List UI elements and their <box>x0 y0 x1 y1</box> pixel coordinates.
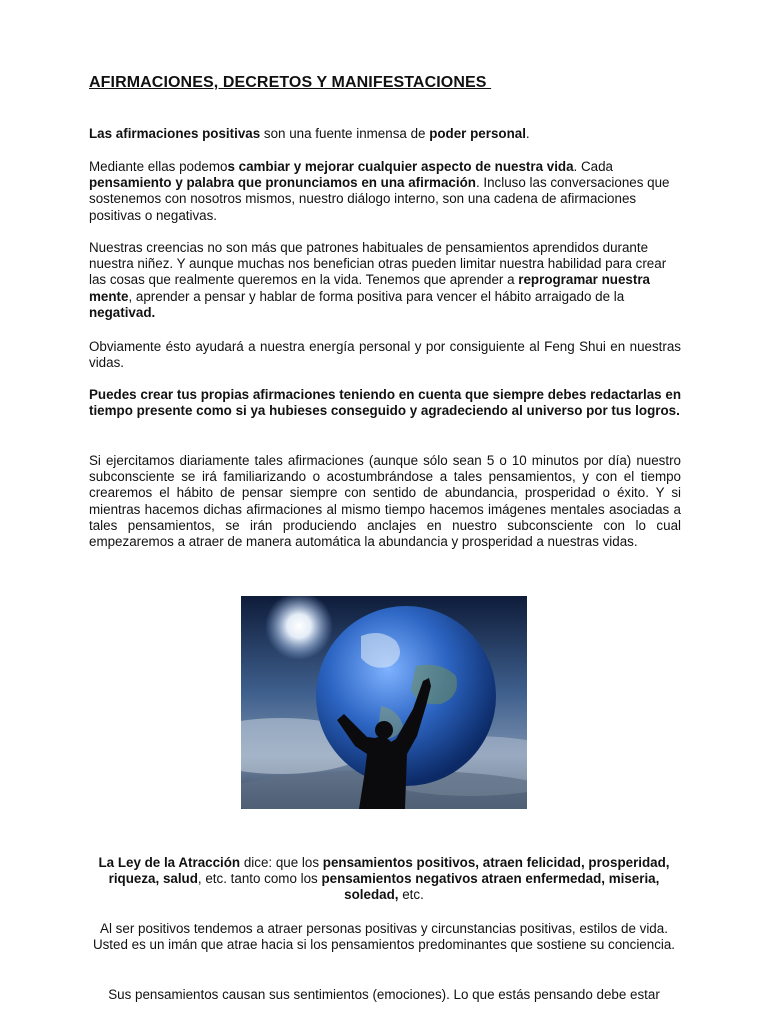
body-text: Mediante ellas podemo <box>89 159 228 174</box>
bold-text: negativad. <box>89 304 156 320</box>
silhouette-head <box>375 721 393 739</box>
bold-text: Las afirmaciones positivas <box>89 126 261 141</box>
paragraph-pensamientos: Sus pensamientos causan sus sentimientos (emociones). Lo que estás pensando debe estar <box>108 987 660 1002</box>
paragraph-ejercitamos: Si ejercitamos diariamente tales afirmaciones (aunque sólo sean 5 o 10 minutos por día) nuestro subconsciente se irá familiarizando o acostumbrándose a tales pensamientos, y con el tiempo crearemos el hábito de pensar siempre con sentido de abundancia, prosperidad o éxito. Y si mientras hacemos dichas afirmaciones al mismo tiempo hacemos imágenes mentales asociadas a tales pensamientos, se irán produciendo anclajes en nuestro subconsciente con lo cual empezaremos a atraer de manera automática la abundancia y prosperidad a nuestras vidas. <box>89 453 681 550</box>
body-text: . Cada <box>573 159 613 174</box>
page-title: AFIRMACIONES, DECRETOS Y MANIFESTACIONES <box>89 74 492 91</box>
bold-text: s cambiar y mejorar cualquier aspecto de nuestra vida <box>227 159 574 174</box>
paragraph-obviamente: Obviamente ésto ayudará a nuestra energía personal y por consiguiente al Feng Shui en nuestras vidas. <box>89 339 681 371</box>
body-text: . <box>525 126 530 141</box>
bold-text: pensamiento y palabra que pronunciamos en una afirmación <box>89 175 476 191</box>
paragraph-creencias <box>89 240 681 321</box>
bold-text: pensamientos negativos atraen enfermedad, miseria, soledad, <box>321 871 660 903</box>
body-text: , etc. tanto como los <box>197 871 322 887</box>
bold-text: pensamientos positivos, atraen felicidad, prosperidad, riqueza, salud <box>108 855 670 887</box>
earth-silhouette-image <box>241 596 527 809</box>
body-text: , aprender a pensar y hablar de forma positiva para vencer el hábito arraigado de la <box>128 288 625 304</box>
body-text: dice: que los <box>240 855 323 870</box>
paragraph-ley-atraccion <box>84 855 684 904</box>
body-text: Nuestras creencias no son más que patrones habituales de pensamientos aprendidos durante nuestra niñez. Y aunque muchas nos benefician otras pueden limitar nuestra habilidad para crear las cosas que realmente queremos en la vida. Tenemos que aprender a <box>89 240 667 288</box>
bold-text: poder personal <box>429 126 526 141</box>
image-graphic <box>241 596 527 809</box>
body-text: etc. <box>398 887 424 903</box>
paragraph-intro <box>89 126 681 142</box>
bold-text: reprogramar nuestra mente <box>89 272 650 304</box>
body-text: . Incluso las conversaciones que sostenemos con nosotros mismos, nuestro diálogo interno, son una cadena de afirmaciones positivas o negativas. <box>89 175 670 223</box>
paragraph-puedes-crear: Puedes crear tus propias afirmaciones teniendo en cuenta que siempre debes redactarlas en tiempo presente como si ya hubieses conseguido y agradeciendo al universo por tus logros. <box>89 387 681 419</box>
paragraph-mediante <box>89 159 681 224</box>
bold-text: La Ley de la Atracción <box>98 855 241 870</box>
body-text: son una fuente inmensa de <box>260 126 430 141</box>
paragraph-positivos: Al ser positivos tendemos a atraer personas positivas y circunstancias positivas, estilos de vida. Usted es un imán que atrae hacia si los pensamientos predominantes que sostiene su conciencia. <box>92 921 676 953</box>
